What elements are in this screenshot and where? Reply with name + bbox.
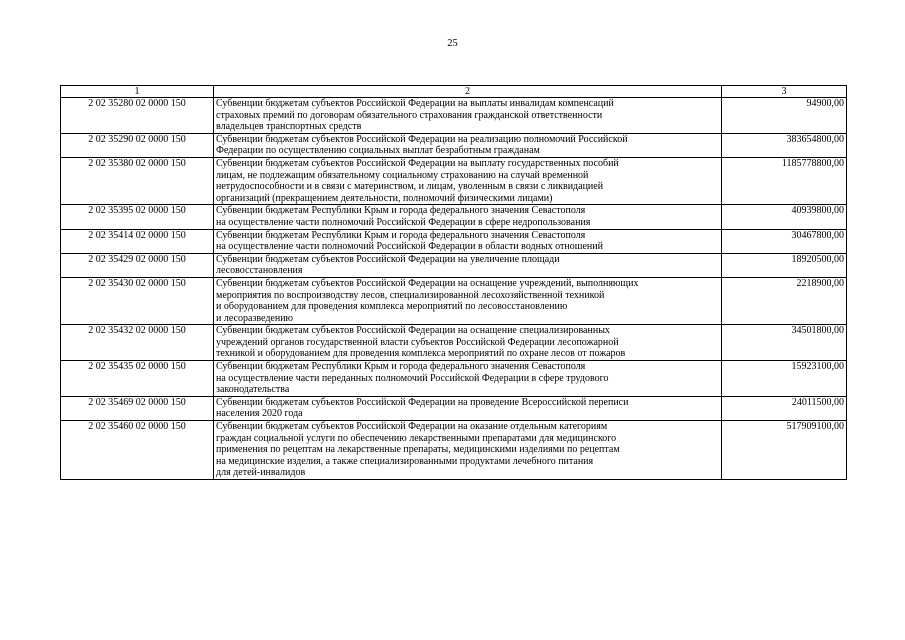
- budget-code-cell: 2 02 35429 02 0000 150: [61, 253, 214, 277]
- budget-code-cell: 2 02 35432 02 0000 150: [61, 325, 214, 361]
- description-cell: [214, 277, 722, 324]
- column-header-amount: 3: [722, 86, 847, 98]
- amount-cell: 18920500,00: [722, 253, 847, 277]
- description-line: учреждений органов государственной власти субъектов Российской Федерации лесопожарной: [216, 336, 619, 348]
- table-header-row: [61, 86, 847, 98]
- column-header-code: 1: [61, 86, 214, 98]
- amount-cell: 383654800,00: [722, 133, 847, 157]
- description-line: граждан социальной услуги по обеспечению лекарственными препаратами для медицинского: [216, 432, 617, 444]
- description-line: нетрудоспособности и в связи с материнством, и лицам, уволенным в связи с ликвидацией: [216, 181, 604, 193]
- description-line: для детей-инвалидов: [216, 467, 306, 479]
- description-line: Субвенции бюджетам Республики Крым и города федерального значения Севастополя: [216, 205, 586, 217]
- subventions-table: [60, 85, 847, 480]
- budget-code-cell: 2 02 35280 02 0000 150: [61, 98, 214, 134]
- budget-code-cell: 2 02 35380 02 0000 150: [61, 157, 214, 204]
- description-line: Субвенции бюджетам субъектов Российской Федерации на оснащение специализированных: [216, 325, 610, 337]
- description-cell: [214, 253, 722, 277]
- amount-cell: 15923100,00: [722, 361, 847, 397]
- table-row: [61, 253, 847, 277]
- description-line: и лесоразведению: [216, 312, 294, 324]
- table-row: [61, 277, 847, 324]
- description-line: на осуществление части переданных полномочий Российской Федерации в сфере трудового: [216, 372, 609, 384]
- description-line: техникой и оборудованием для проведения комплекса мероприятий по охране лесов от пожаров: [216, 348, 626, 360]
- amount-cell: 2218900,00: [722, 277, 847, 324]
- description-line: лесовосстановления: [216, 265, 303, 277]
- description-line: Субвенции бюджетам субъектов Российской Федерации на увеличение площади: [216, 253, 560, 265]
- description-line: населения 2020 года: [216, 408, 303, 420]
- table-row: [61, 421, 847, 480]
- description-line: Субвенции бюджетам Республики Крым и города федерального значения Севастополя: [216, 361, 586, 373]
- amount-cell: 24011500,00: [722, 396, 847, 420]
- table-row: [61, 205, 847, 229]
- amount-cell: 40939800,00: [722, 205, 847, 229]
- description-line: Субвенции бюджетам субъектов Российской Федерации на реализацию полномочий Российской: [216, 133, 628, 145]
- description-line: Субвенции бюджетам субъектов Российской Федерации на проведение Всероссийской переписи: [216, 396, 629, 408]
- budget-code-cell: 2 02 35290 02 0000 150: [61, 133, 214, 157]
- table-row: [61, 229, 847, 253]
- amount-cell: 1185778800,00: [722, 157, 847, 204]
- description-cell: [214, 133, 722, 157]
- description-cell: [214, 229, 722, 253]
- budget-code-cell: 2 02 35430 02 0000 150: [61, 277, 214, 324]
- description-line: мероприятия по воспроизводству лесов, специализированной лесохозяйственной техникой: [216, 289, 605, 301]
- description-line: лицам, не подлежащим обязательному социальному страхованию на случай временной: [216, 169, 589, 181]
- description-line: страховых премий по договорам обязательного страхования гражданской ответственности: [216, 109, 603, 121]
- table-row: [61, 98, 847, 134]
- description-line: на осуществление части полномочий Российской Федерации в области водных отношений: [216, 241, 603, 253]
- budget-code-cell: 2 02 35414 02 0000 150: [61, 229, 214, 253]
- description-line: на медицинские изделия, а также специализированными продуктами лечебного питания: [216, 455, 594, 467]
- description-line: и оборудованием для проведения комплекса мероприятий по лесовосстановлению: [216, 301, 568, 313]
- column-header-description: 2: [214, 86, 722, 98]
- table-row: [61, 133, 847, 157]
- amount-cell: 30467800,00: [722, 229, 847, 253]
- description-cell: [214, 361, 722, 397]
- table-row: [61, 396, 847, 420]
- description-cell: [214, 396, 722, 420]
- description-line: Субвенции бюджетам субъектов Российской Федерации на выплаты инвалидам компенсаций: [216, 98, 614, 109]
- budget-code-cell: 2 02 35395 02 0000 150: [61, 205, 214, 229]
- amount-cell: 34501800,00: [722, 325, 847, 361]
- description-line: Субвенции бюджетам субъектов Российской Федерации на оказание отдельным категориям: [216, 421, 608, 433]
- description-line: Субвенции бюджетам субъектов Российской Федерации на выплату государственных пособий: [216, 157, 619, 169]
- description-line: на осуществление части полномочий Российской Федерации в сфере недропользования: [216, 216, 591, 228]
- description-line: организаций (прекращением деятельности, полномочий физическими лицами): [216, 192, 553, 204]
- budget-code-cell: 2 02 35435 02 0000 150: [61, 361, 214, 397]
- amount-cell: 517909100,00: [722, 421, 847, 480]
- table-row: [61, 157, 847, 204]
- amount-cell: 94900,00: [722, 98, 847, 134]
- description-cell: [214, 325, 722, 361]
- table-body: [61, 98, 847, 480]
- description-line: владельцев транспортных средств: [216, 121, 362, 133]
- description-cell: [214, 98, 722, 134]
- description-line: Субвенции бюджетам Республики Крым и города федерального значения Севастополя: [216, 229, 586, 241]
- description-cell: [214, 205, 722, 229]
- description-cell: [214, 421, 722, 480]
- description-cell: [214, 157, 722, 204]
- budget-code-cell: 2 02 35460 02 0000 150: [61, 421, 214, 480]
- description-line: Субвенции бюджетам субъектов Российской Федерации на оснащение учреждений, выполняющих: [216, 277, 639, 289]
- page-number: 25: [447, 38, 458, 49]
- table-row: [61, 361, 847, 397]
- description-line: применения по рецептам на лекарственные препараты, медицинскими изделиями по рецептам: [216, 444, 620, 456]
- budget-code-cell: 2 02 35469 02 0000 150: [61, 396, 214, 420]
- description-line: Федерации по осуществлению социальных выплат безработным гражданам: [216, 145, 540, 157]
- description-line: законодательства: [216, 384, 290, 396]
- table-row: [61, 325, 847, 361]
